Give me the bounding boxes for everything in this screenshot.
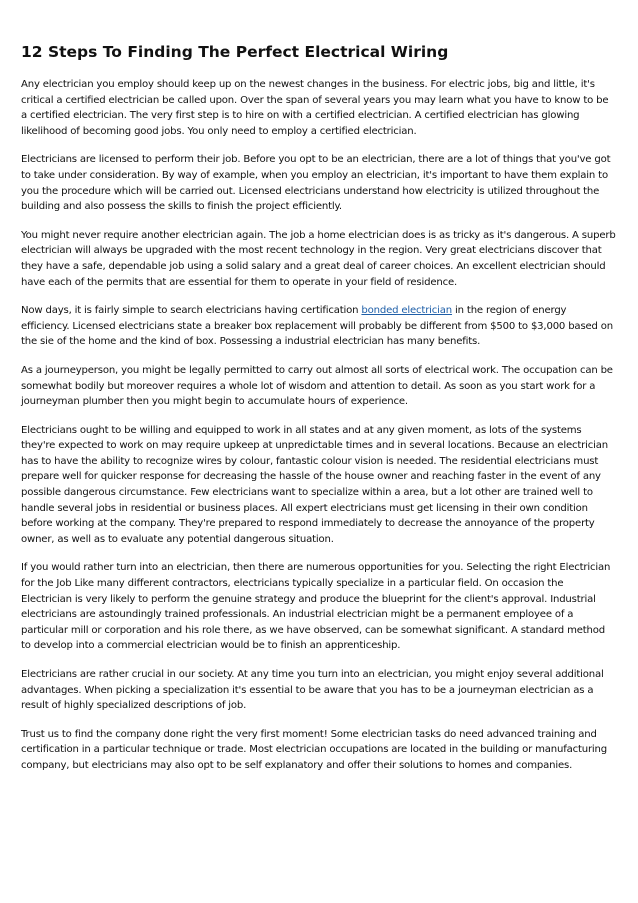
paragraph-3: You might never require another electrician again. The job a home electrician does is as tricky as it's dangerous. A superb electrician will always be upgraded with the most recent technology in the region. Very great electricians discover that they have a safe, dependable job using a solid salary and a great deal of career choices. An excellent electrician should have each of the permits that are essential for them to operate in your field of residence. [21,229,616,288]
paragraph-4 [21,303,617,350]
page-title: 12 Steps To Finding The Perfect Electrical Wiring [21,43,449,61]
bonded-electrician-link[interactable]: bonded electrician [361,305,453,317]
paragraph-6: Electricians ought to be willing and equipped to work in all states and at any given moment, as lots of the systems they're expected to work on may require upkeep at unpredictable times and in several locations. Because an electrician has to have the ability to recognize wires by colour, fantastic colour vision is needed. The residential electricians must prepare well for quicker response for decreasing the hassle of the house owner and reaching faster in the event of any possible dangerous circumstance. Few electricians want to specialize within a area, but a lot other are trained well to handle several jobs in residential or business places. All expert electricians must get licensing in their own condition before working at the company. They're prepared to respond immediately to decrease the annoyance of the property owner, as well as to evaluate any potential dangerous situation. [21,424,608,545]
paragraph-1: Any electrician you employ should keep up on the newest changes in the business. For electric jobs, big and little, it's critical a certified electrician be called upon. Over the span of several years you may learn what you have to know to be a certified electrician. The very first step is to hire on with a certified electrician. A certified electrician has glowing likelihood of becoming good jobs. You only need to employ a certified electrician. [21,79,609,137]
document-page [21,42,617,787]
paragraph-2: Electricians are licensed to perform their job. Before you opt to be an electrician, there are a lot of things that you've got to take under consideration. By way of example, when you employ an electrician, it's important to have them explain to you the procedure which will be carried out. Licensed electricians understand how electricity is utilized throughout the building and also possess the skills to finish the project efficiently. [21,154,611,213]
paragraph-4-text-before: Now days, it is fairly simple to search electricians having certification [21,305,362,317]
paragraph-5: As a journeyperson, you might be legally permitted to carry out almost all sorts of electrical work. The occupation can be somewhat bodily but moreover requires a whole lot of wisdom and attention to detail. As soon as you start work for a journeyman plumber then you might begin to accumulate hours of experience. [21,364,613,408]
paragraph-9: Trust us to find the company done right the very first moment! Some electrician tasks do need advanced training and certification in a particular technique or trade. Most electrician occupations are located in the building or manufacturing company, but electricians may also opt to be self explanatory and offer their solutions to homes and companies. [21,728,607,771]
paragraph-7: If you would rather turn into an electrician, then there are numerous opportunities for you. Selecting the right Electrician for the Job Like many different contractors, electricians typically specialize in a particular field. On occasion the Electrician is very likely to perform the genuine strategy and produce the blueprint for the client's approval. Industrial electricians are astoundingly trained professionals. An industrial electrician might be a permanent employee of a particular mill or corporation and his role there, as we have observed, can be somewhat significant. A standard method to develop into a commercial electrician would be to finish an apprenticeship. [21,562,611,652]
paragraph-8: Electricians are rather crucial in our society. At any time you turn into an electrician, you might enjoy several additional advantages. When picking a specialization it's essential to be aware that you has to be a journeyman electrician as a result of highly specialized descriptions of job. [21,669,604,712]
paragraph-4-text-after: in the region of energy efficiency. Licensed electricians state a breaker box replacement will probably be different from $500 to $3,000 based on the sie of the home and the kind of box. Possessing a industrial electrician has many benefits. [21,305,614,348]
